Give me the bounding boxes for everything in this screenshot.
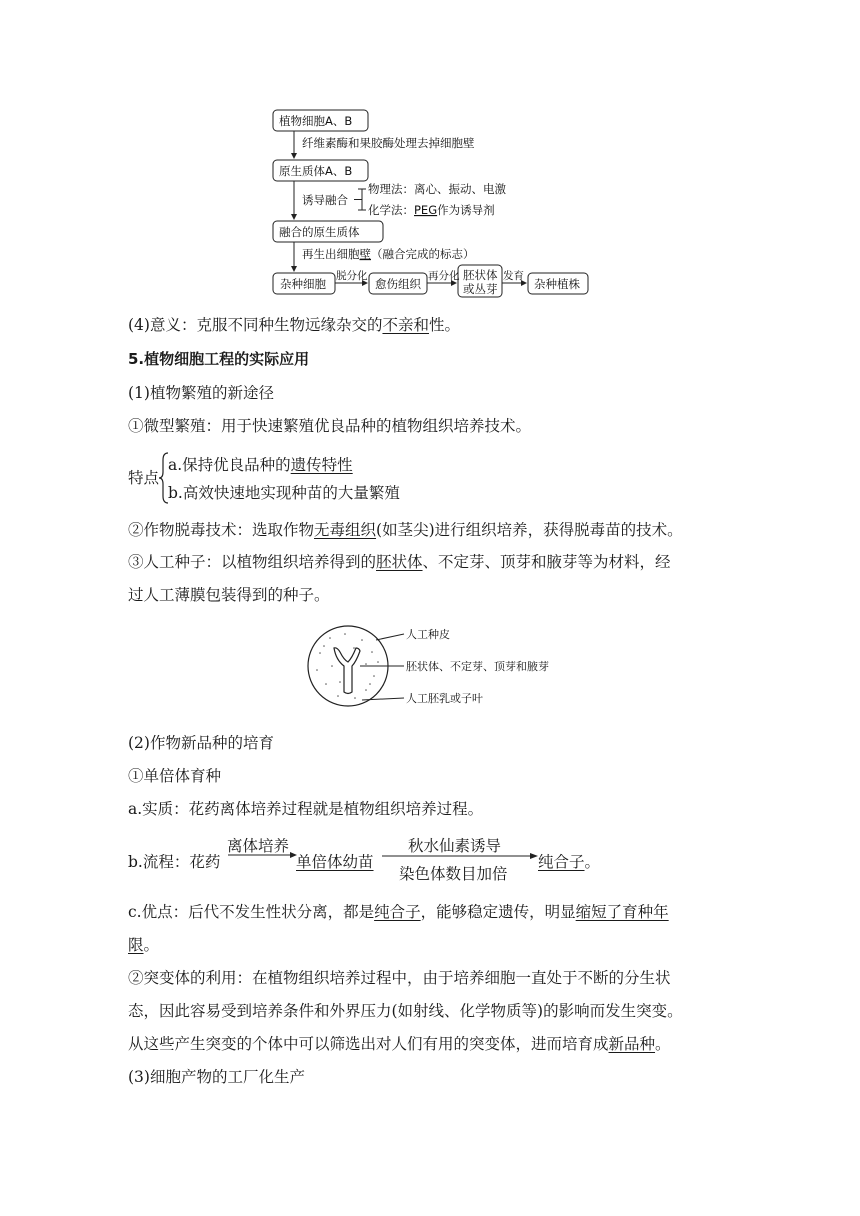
- protoplast-fusion-flowchart: [0, 0, 860, 300]
- node-protoplasts: 原生质体A、B: [279, 164, 353, 178]
- artificial-seed-diagram: [300, 618, 580, 718]
- label-endosperm: 人工胚乳或子叶: [406, 692, 483, 705]
- paragraph-advantage-1: c.优点：后代不发生性状分离，都是纯合子，能够稳定遗传，明显缩短了育种年: [128, 903, 669, 921]
- arrow-label-doubling: 染色体数目加倍: [399, 865, 508, 883]
- paragraph-artificial-seed-2: 过人工薄膜包装得到的种子。: [128, 586, 330, 604]
- pure-line-result: 纯合子。: [538, 853, 601, 871]
- label-embryoid: 胚状体、不定芽、顶芽和腋芽: [406, 660, 549, 673]
- subheading-haploid: ①单倍体育种: [128, 767, 222, 785]
- feature-b: b.高效快速地实现种苗的大量繁殖: [168, 484, 400, 502]
- feature-a: a.保持优良品种的遗传特性: [168, 456, 353, 474]
- step-enzyme: 纤维素酶和果胶酶处理去掉细胞壁: [302, 136, 475, 150]
- paragraph-significance: (4)意义：克服不同种生物远缘杂交的不亲和性。: [128, 316, 460, 334]
- label-dedifferentiation: 脱分化: [336, 270, 368, 282]
- subheading-breeding: (2)作物新品种的培育: [128, 734, 274, 752]
- paragraph-detox: ②作物脱毒技术：选取作物无毒组织(如茎尖)进行组织培养，获得脱毒苗的技术。: [128, 521, 683, 539]
- paragraph-mutant-1: ②突变体的利用：在植物组织培养过程中，由于培养细胞一直处于不断的分生状: [128, 969, 671, 987]
- features-label: 特点: [128, 469, 160, 487]
- physical-method: 物理法：离心、振动、电激: [368, 182, 506, 196]
- subheading-factory-production: (3)细胞产物的工厂化生产: [128, 1068, 305, 1086]
- subheading-propagation: (1)植物繁殖的新途径: [128, 384, 274, 402]
- section-heading-5: 5.植物细胞工程的实际应用: [128, 350, 310, 368]
- paragraph-artificial-seed-1: ③人工种子：以植物组织培养得到的胚状体、不定芽、顶芽和腋芽等为材料，经: [128, 553, 671, 571]
- paragraph-mutant-2: 态，因此容易受到培养条件和外界压力(如射线、化学物质等)的影响而发生突变。: [128, 1002, 683, 1020]
- node-hybrid-cell: 杂种细胞: [280, 277, 326, 291]
- step-regen-wall: 再生出细胞壁（融合完成的标志）: [302, 247, 475, 261]
- paragraph-micropropagation: ①微型繁殖：用于快速繁殖优良品种的植物组织培养技术。: [128, 417, 532, 435]
- node-hybrid-plant: 杂种植株: [534, 277, 580, 291]
- arrow-label-anther-culture: 离体培养: [227, 837, 290, 855]
- features-group: [128, 450, 528, 506]
- paragraph-advantage-2: 限。: [128, 936, 160, 954]
- paragraph-essence: a.实质：花药离体培养过程就是植物组织培养过程。: [128, 800, 484, 818]
- arrow-label-colchicine: 秋水仙素诱导: [408, 837, 502, 855]
- paragraph-mutant-3: 从这些产生突变的个体中可以筛选出对人们有用的突变体，进而培育成新品种。: [128, 1035, 671, 1053]
- arrow-1-icon: [228, 850, 298, 860]
- label-redifferentiation: 再分化: [428, 270, 460, 282]
- node-plant-cells: 植物细胞A、B: [279, 114, 353, 128]
- embryoid-shape: [334, 648, 360, 694]
- label-develop: 发育: [503, 270, 524, 282]
- label-seed-coat: 人工种皮: [406, 628, 450, 641]
- node-embryoid-2: 或丛芽: [463, 282, 498, 296]
- node-callus: 愈伤组织: [375, 277, 421, 291]
- process-prefix: b.流程：花药: [128, 853, 221, 871]
- step-induce-fusion: 诱导融合: [302, 193, 348, 207]
- node-embryoid-1: 胚状体: [463, 268, 498, 282]
- node-fused-protoplast: 融合的原生质体: [279, 225, 360, 239]
- process-line: [128, 830, 628, 882]
- haploid-seedling: 单倍体幼苗: [296, 853, 374, 871]
- chemical-method: 化学法：PEG作为诱导剂: [368, 203, 495, 217]
